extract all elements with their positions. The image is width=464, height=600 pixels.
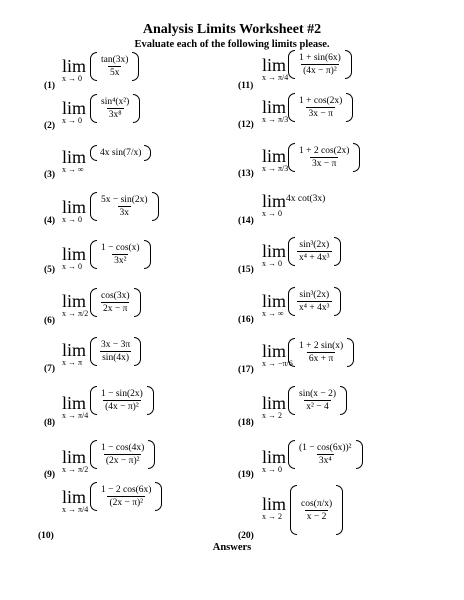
answers-link[interactable]: Answers: [212, 542, 252, 553]
denominator: 3x⁴: [318, 456, 332, 466]
problem-number: (14): [238, 216, 254, 226]
denominator: (4x − π)²: [303, 66, 337, 76]
lim-symbol: lim: [262, 447, 287, 467]
problem-5: [44, 240, 224, 290]
denominator: (2x − π)²: [105, 456, 140, 466]
numerator: (1 − cos(6x))²: [299, 443, 352, 453]
problem-number: (10): [38, 531, 54, 541]
limit-expression: 4x cot(3x): [286, 194, 326, 204]
lim-symbol: lim: [62, 56, 87, 76]
denominator: 3x: [119, 208, 130, 218]
lim-symbol: lim: [62, 98, 87, 118]
limit-approach: x → π: [62, 358, 83, 367]
problem-14: [238, 190, 438, 240]
numerator: 1 + 2 cos(2x): [299, 146, 350, 156]
numerator: 1 + 2 sin(x): [299, 341, 344, 351]
numerator: 1 + sin(6x): [299, 53, 341, 63]
problem-number: (5): [44, 265, 56, 275]
problem-number: (19): [238, 470, 254, 480]
problem-number: (20): [238, 531, 254, 541]
limit-approach: x → 0: [262, 259, 282, 268]
limit-approach: x → π/4: [262, 73, 289, 82]
problem-20: [238, 483, 438, 541]
limit-approach: x → 0: [62, 215, 82, 224]
problem-7: [44, 337, 224, 387]
numerator: 5x − sin(2x): [101, 195, 148, 205]
limit-expression: 4x sin(7/x): [100, 148, 142, 158]
lim-symbol: lim: [62, 487, 87, 507]
lim-symbol: lim: [262, 341, 287, 361]
lim-symbol: lim: [262, 291, 287, 311]
limit-approach: x → 2: [262, 512, 282, 521]
problem-number: (6): [44, 316, 56, 326]
problem-number: (8): [44, 418, 56, 428]
lim-symbol: lim: [62, 393, 87, 413]
problem-number: (9): [44, 470, 56, 480]
numerator: 1 − sin(2x): [101, 389, 143, 399]
numerator: cos(π/x): [301, 498, 333, 509]
problem-number: (13): [238, 169, 254, 179]
limit-approach: x → 0: [262, 465, 282, 474]
problem-number: (7): [44, 364, 56, 374]
problem-2: [44, 94, 224, 144]
limit-approach: x → 0: [62, 116, 82, 125]
lim-symbol: lim: [62, 147, 87, 167]
denominator: sin(4x): [102, 353, 130, 363]
limit-approach: x → π/2: [62, 465, 89, 474]
problem-number: (12): [238, 120, 254, 130]
worksheet-title: Analysis Limits Worksheet #2: [142, 22, 322, 37]
worksheet-instruction: Evaluate each of the following limits please.: [134, 39, 330, 50]
limit-approach: x → ∞: [62, 165, 84, 174]
denominator: 3x − π: [312, 159, 337, 169]
limit-approach: x → −π/6: [262, 359, 293, 368]
denominator: 3x²: [114, 256, 127, 266]
numerator: sin(x − 2): [299, 389, 337, 399]
denominator: x² − 4: [306, 402, 329, 412]
lim-symbol: lim: [262, 241, 287, 261]
lim-symbol: lim: [62, 447, 87, 467]
lim-symbol: lim: [62, 340, 87, 360]
problem-number: (11): [238, 81, 254, 91]
problem-number: (16): [238, 315, 254, 325]
problem-3: [44, 145, 224, 195]
problem-number: (2): [44, 121, 56, 131]
denominator: (4x − π)²: [105, 402, 139, 412]
numerator: sin³(2x): [299, 290, 330, 300]
denominator: 5x: [109, 68, 120, 78]
problem-number: (17): [238, 365, 254, 375]
problem-number: (18): [238, 418, 254, 428]
lim-symbol: lim: [262, 146, 287, 166]
denominator: x − 2: [306, 511, 327, 522]
problem-number: (3): [44, 170, 56, 180]
limit-approach: x → π/2: [62, 309, 89, 318]
problem-12: [238, 93, 438, 143]
problem-8: [44, 386, 224, 436]
numerator: 1 − cos(4x): [101, 443, 145, 453]
numerator: 1 + cos(2x): [299, 96, 343, 106]
denominator: x⁴ + 4x³: [299, 303, 330, 313]
problem-number: (15): [238, 265, 254, 275]
problem-number: (1): [44, 81, 56, 91]
problem-15: [238, 237, 438, 287]
lim-symbol: lim: [262, 191, 287, 211]
problem-17: [238, 338, 438, 388]
numerator: sin⁴(x²): [101, 97, 130, 107]
denominator: 3x⁸: [108, 110, 122, 120]
numerator: cos(3x): [101, 291, 130, 301]
denominator: 3x − π: [308, 109, 333, 119]
problem-13: [238, 143, 438, 193]
limit-approach: x → π/3: [262, 164, 289, 173]
numerator: 1 − 2 cos(6x): [101, 485, 152, 495]
problem-16: [238, 287, 438, 337]
limit-approach: x → π/3: [262, 115, 289, 124]
numerator: 3x − 3π: [101, 340, 131, 350]
limit-approach: x → 0: [62, 262, 82, 271]
lim-symbol: lim: [62, 197, 87, 217]
limit-approach: x → ∞: [262, 309, 284, 318]
problem-number: (4): [44, 216, 56, 226]
denominator: x⁴ + 4x³: [299, 253, 330, 263]
denominator: (2x − π)²: [109, 498, 144, 508]
problem-6: [44, 288, 224, 338]
denominator: 6x + π: [308, 354, 334, 364]
limit-approach: x → 2: [262, 411, 282, 420]
lim-symbol: lim: [62, 291, 87, 311]
limit-approach: x → 0: [62, 74, 82, 83]
lim-symbol: lim: [262, 55, 287, 75]
denominator: 2x − π: [103, 304, 128, 314]
numerator: 1 − cos(x): [101, 243, 140, 253]
lim-symbol: lim: [62, 244, 87, 264]
lim-symbol: lim: [262, 393, 287, 413]
lim-symbol: lim: [262, 494, 287, 514]
numerator: tan(3x): [101, 55, 129, 65]
problem-18: [238, 386, 438, 436]
limit-approach: x → 0: [262, 209, 282, 218]
problem-4: [44, 192, 224, 242]
limit-approach: x → π/4: [62, 505, 89, 514]
numerator: sin³(2x): [299, 240, 330, 250]
problem-10: [38, 482, 224, 541]
lim-symbol: lim: [262, 97, 287, 117]
limit-approach: x → π/4: [62, 411, 89, 420]
